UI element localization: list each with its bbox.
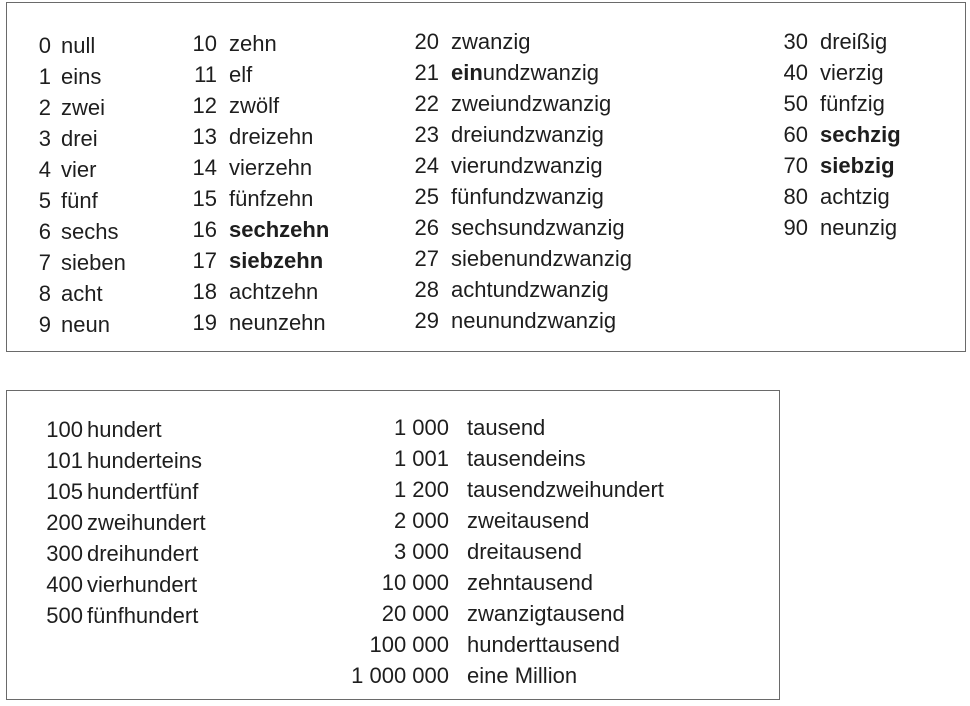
number-value: 15 (192, 186, 217, 211)
number-word (439, 277, 609, 303)
number-row (179, 248, 323, 274)
number-word (449, 601, 625, 627)
number-word-text: vierhundert (87, 572, 198, 597)
number-row (25, 64, 101, 90)
number-word-text: fünf (61, 188, 98, 213)
number-value: 12 (192, 93, 217, 118)
number-value: 90 (783, 215, 808, 240)
number-value: 4 (38, 157, 51, 182)
number-word (808, 60, 884, 86)
number-row (401, 122, 604, 148)
number-word (439, 308, 616, 334)
number-row (25, 126, 98, 152)
number-row (179, 62, 252, 88)
number-value: 14 (192, 155, 217, 180)
number-word (51, 188, 98, 214)
number-row (25, 157, 96, 183)
number-word-text: achtundzwanzig (451, 277, 609, 302)
number-value: 18 (192, 279, 217, 304)
number-word (217, 93, 279, 119)
number-value: 10 000 (381, 570, 449, 595)
number-row (25, 281, 103, 307)
number-word (449, 415, 545, 441)
number-value: 20 (414, 29, 439, 54)
number-value: 8 (38, 281, 51, 306)
number-row (179, 310, 326, 336)
number-value: 16 (192, 217, 217, 242)
number-word-text: neunzehn (229, 310, 326, 335)
number-row (401, 246, 632, 272)
number-row (39, 479, 198, 505)
number-value: 23 (414, 122, 439, 147)
number-row (327, 415, 545, 441)
number-word-text: tausendeins (467, 446, 586, 471)
number-word-bold: sechzehn (229, 217, 330, 242)
number-value: 20 000 (381, 601, 449, 626)
number-word-text: zweiundzwanzig (451, 91, 612, 116)
number-value: 60 (783, 122, 808, 147)
number-row (179, 155, 312, 181)
number-row (39, 541, 198, 567)
number-word-bold: siebzehn (229, 248, 324, 273)
number-word-text: sechsundzwanzig (451, 215, 625, 240)
number-word-text: zwanzig (451, 29, 531, 54)
number-row (770, 60, 884, 86)
number-word-text: dreitausend (467, 539, 582, 564)
number-value: 1 200 (393, 477, 449, 502)
number-value: 27 (414, 246, 439, 271)
number-value: 11 (194, 62, 217, 87)
number-word (439, 91, 611, 117)
number-row (327, 663, 577, 689)
number-value: 0 (38, 33, 51, 58)
number-value: 24 (414, 153, 439, 178)
number-word-text: eine Million (467, 663, 578, 688)
number-word (439, 215, 625, 241)
number-value: 7 (38, 250, 51, 275)
number-word-text: fünfzig (820, 91, 885, 116)
number-word (449, 446, 586, 472)
number-value: 3 000 (393, 539, 449, 564)
number-word-text: drei (61, 126, 98, 151)
number-word-text: dreiundzwanzig (451, 122, 604, 147)
number-row (25, 219, 118, 245)
number-word-text: vierundzwanzig (451, 153, 603, 178)
number-value: 9 (38, 312, 51, 337)
number-row (401, 153, 603, 179)
number-row (770, 184, 890, 210)
number-value: 21 (414, 60, 439, 85)
number-word (808, 29, 887, 55)
number-value: 2 000 (393, 508, 449, 533)
number-value: 400 (46, 572, 83, 597)
number-word-text: dreihundert (87, 541, 199, 566)
number-word (449, 477, 664, 503)
number-row (327, 539, 582, 565)
number-value: 22 (414, 91, 439, 116)
number-value: 100 (46, 417, 83, 442)
number-word (83, 541, 198, 567)
number-value: 105 (46, 479, 83, 504)
number-word (83, 479, 198, 505)
number-row (25, 250, 126, 276)
number-row (327, 601, 625, 627)
number-word (217, 279, 318, 305)
number-word (217, 31, 277, 57)
number-word-text: tausend (467, 415, 546, 440)
number-value: 28 (414, 277, 439, 302)
number-word-bold: ein (451, 60, 483, 85)
number-value: 13 (192, 124, 217, 149)
number-word-text: zwei (61, 95, 106, 120)
number-value: 26 (414, 215, 439, 240)
number-word-text: zehn (229, 31, 277, 56)
number-row (770, 29, 887, 55)
number-row (401, 91, 611, 117)
number-word (439, 29, 530, 55)
number-word (51, 250, 126, 276)
number-row (179, 217, 329, 243)
number-word (83, 417, 162, 443)
number-word (51, 95, 105, 121)
number-word (439, 60, 599, 86)
number-value: 200 (46, 510, 83, 535)
number-word (439, 246, 632, 272)
number-word (439, 184, 604, 210)
number-value: 100 000 (369, 632, 449, 657)
number-word (51, 312, 110, 338)
number-row (25, 188, 98, 214)
number-word-text: hundertfünf (87, 479, 199, 504)
number-word (51, 281, 103, 307)
number-row (327, 632, 620, 658)
number-word-text: neunzig (820, 215, 898, 240)
number-row (401, 60, 599, 86)
number-word (217, 217, 329, 243)
number-value: 50 (783, 91, 808, 116)
number-row (401, 215, 625, 241)
number-word (808, 215, 897, 241)
number-word-text: hundert (87, 417, 162, 442)
number-word-text: neun (61, 312, 110, 337)
number-word-text: elf (229, 62, 253, 87)
number-value: 17 (192, 248, 217, 273)
numbers-100-million-table (6, 390, 780, 700)
number-row (25, 95, 105, 121)
number-row (770, 91, 885, 117)
number-word-text: zwanzigtausend (467, 601, 625, 626)
number-word (449, 632, 620, 658)
number-row (179, 124, 313, 150)
number-word (83, 572, 197, 598)
number-word (51, 219, 118, 245)
number-value: 500 (46, 603, 83, 628)
number-word-text: vier (61, 157, 97, 182)
number-word-text: acht (61, 281, 103, 306)
number-word-text: zweihundert (87, 510, 206, 535)
number-row (179, 279, 318, 305)
number-word-text: hunderteins (87, 448, 202, 473)
number-value: 6 (38, 219, 51, 244)
number-row (770, 122, 901, 148)
number-word (83, 510, 206, 536)
number-word (439, 122, 604, 148)
number-word-text: zwölf (229, 93, 280, 118)
number-row (39, 417, 162, 443)
number-word-text: dreißig (820, 29, 888, 54)
number-word (51, 126, 98, 152)
number-row (401, 184, 604, 210)
number-word (217, 310, 326, 336)
number-row (179, 186, 313, 212)
numbers-0-90-table (6, 2, 966, 352)
number-word-bold: sechzig (820, 122, 901, 147)
number-value: 5 (38, 188, 51, 213)
number-value: 101 (46, 448, 83, 473)
number-row (401, 29, 530, 55)
number-value: 1 000 000 (351, 663, 449, 688)
number-word (83, 448, 202, 474)
number-word (439, 153, 603, 179)
number-word (449, 539, 582, 565)
number-word-text: hunderttausend (467, 632, 620, 657)
number-row (770, 153, 895, 179)
number-value: 1 000 (393, 415, 449, 440)
number-row (327, 570, 593, 596)
number-word-text: vierzig (820, 60, 884, 85)
number-row (179, 93, 279, 119)
number-value: 19 (192, 310, 217, 335)
number-value: 30 (783, 29, 808, 54)
number-word-text: fünfhundert (87, 603, 199, 628)
number-word-text: tausendzweihundert (467, 477, 664, 502)
number-word-text: dreizehn (229, 124, 314, 149)
number-value: 2 (38, 95, 51, 120)
number-word (217, 62, 252, 88)
number-word-text: vierzehn (229, 155, 313, 180)
number-word (449, 663, 577, 689)
number-word-text: zweitausend (467, 508, 590, 533)
number-word-text: siebenundzwanzig (451, 246, 633, 271)
number-word (808, 153, 895, 179)
number-word (217, 124, 313, 150)
number-row (770, 215, 897, 241)
number-word-text: sieben (61, 250, 126, 275)
number-value: 3 (38, 126, 51, 151)
number-word-text: achtzig (820, 184, 890, 209)
number-word-text: null (61, 33, 96, 58)
number-value: 70 (783, 153, 808, 178)
number-word (217, 248, 323, 274)
number-word (217, 155, 312, 181)
number-row (39, 603, 198, 629)
number-word-text: fünfzehn (229, 186, 314, 211)
number-word (808, 91, 885, 117)
number-value: 1 001 (393, 446, 449, 471)
number-word (51, 157, 96, 183)
number-word-text: undzwanzig (482, 60, 599, 85)
number-value: 10 (192, 31, 217, 56)
number-value: 300 (46, 541, 83, 566)
number-row (327, 508, 589, 534)
number-value: 80 (783, 184, 808, 209)
number-word-text: sechs (61, 219, 119, 244)
number-row (327, 446, 586, 472)
number-row (39, 572, 197, 598)
number-row (39, 510, 206, 536)
number-word-text: neunundzwanzig (451, 308, 617, 333)
number-row (401, 308, 616, 334)
number-word (808, 122, 901, 148)
number-row (25, 33, 95, 59)
number-value: 1 (38, 64, 51, 89)
number-word-bold: siebzig (820, 153, 895, 178)
number-word (51, 64, 101, 90)
number-word-text: fünfundzwanzig (451, 184, 604, 209)
number-word-text: zehntausend (467, 570, 593, 595)
number-row (25, 312, 110, 338)
number-row (327, 477, 664, 503)
number-word-text: achtzehn (229, 279, 319, 304)
number-row (401, 277, 609, 303)
number-row (179, 31, 277, 57)
number-word (51, 33, 95, 59)
number-word (808, 184, 890, 210)
number-value: 29 (414, 308, 439, 333)
number-word (449, 570, 593, 596)
number-value: 25 (414, 184, 439, 209)
number-row (39, 448, 202, 474)
number-word-text: eins (61, 64, 102, 89)
number-word (217, 186, 313, 212)
number-value: 40 (783, 60, 808, 85)
number-word (449, 508, 589, 534)
number-word (83, 603, 198, 629)
